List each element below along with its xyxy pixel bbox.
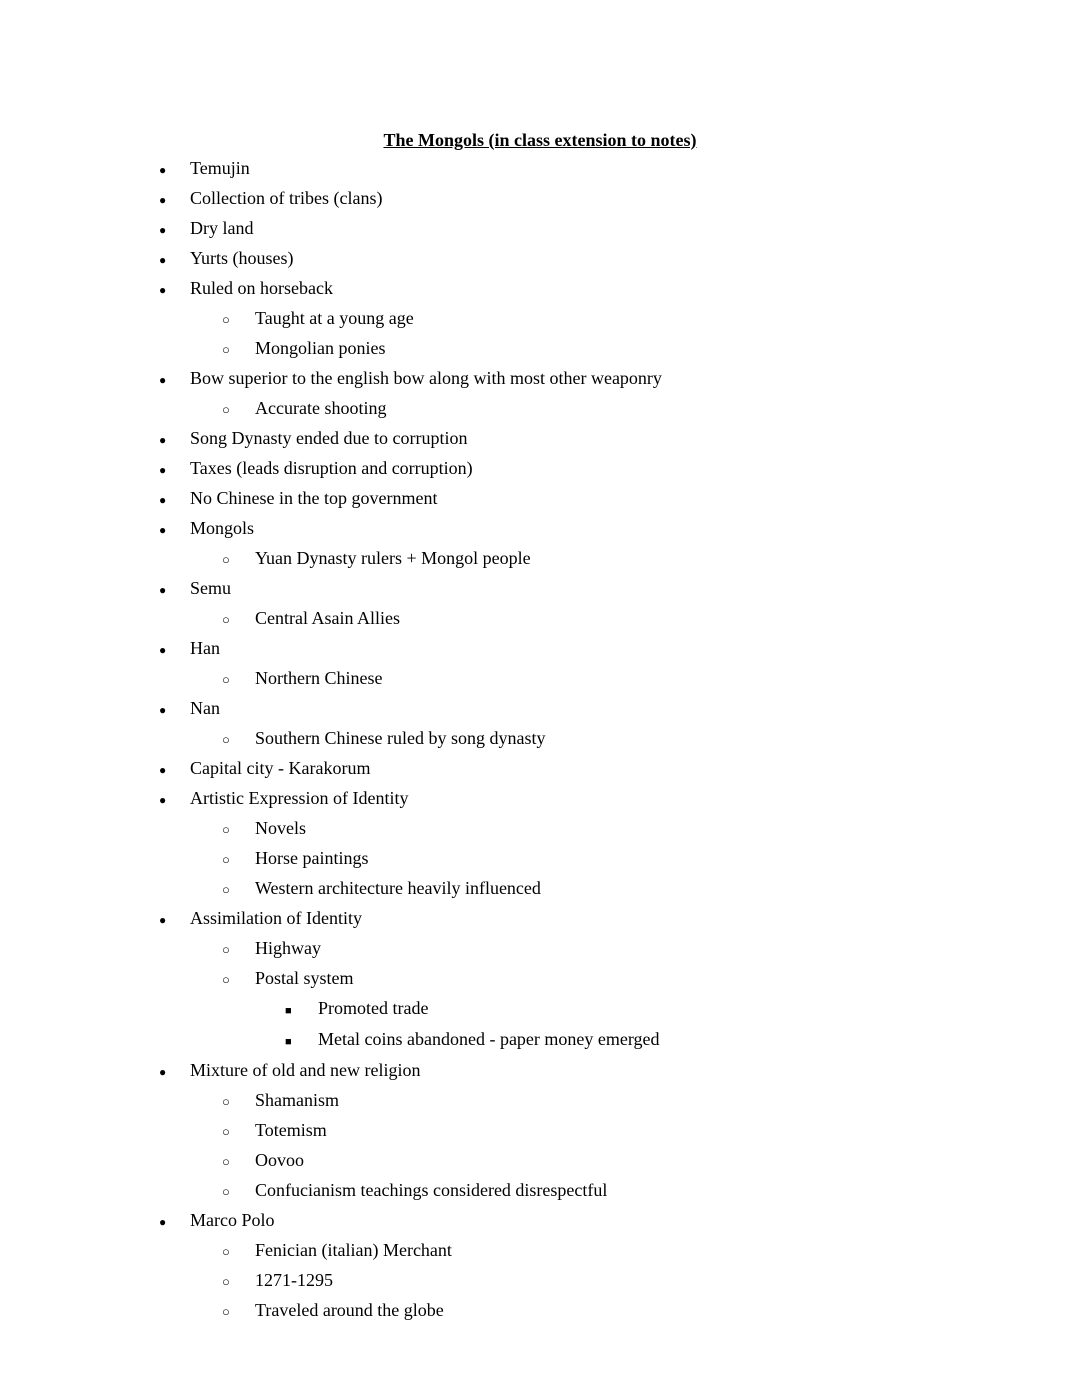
list-item-text: 1271-1295 — [255, 1270, 333, 1290]
list-item-text: Southern Chinese ruled by song dynasty — [255, 728, 546, 748]
list-item-text: Nan — [190, 698, 220, 718]
list-item-text: No Chinese in the top government — [190, 488, 438, 508]
list-item-text: Shamanism — [255, 1090, 339, 1110]
list-item — [0, 1086, 1080, 1116]
filled-circle-bullet-icon: ● — [159, 523, 167, 537]
list-item-text: Central Asain Allies — [255, 608, 400, 628]
hollow-circle-bullet-icon: ○ — [222, 1274, 230, 1289]
hollow-circle-bullet-icon: ○ — [222, 732, 230, 747]
list-item-text: Bow superior to the english bow along with most other weaponry — [190, 368, 662, 388]
list-item-text: Novels — [255, 818, 306, 838]
filled-circle-bullet-icon: ● — [159, 643, 167, 657]
hollow-circle-bullet-icon: ○ — [222, 1094, 230, 1109]
filled-circle-bullet-icon: ● — [159, 793, 167, 807]
list-item-text: Yuan Dynasty rulers + Mongol people — [255, 548, 531, 568]
list-item — [0, 334, 1080, 364]
hollow-circle-bullet-icon: ○ — [222, 342, 230, 357]
list-item — [0, 604, 1080, 634]
list-item-text: Yurts (houses) — [190, 248, 294, 268]
filled-circle-bullet-icon: ● — [159, 463, 167, 477]
hollow-circle-bullet-icon: ○ — [222, 1184, 230, 1199]
hollow-circle-bullet-icon: ○ — [222, 312, 230, 327]
list-item-text: Assimilation of Identity — [190, 908, 362, 928]
list-item — [0, 424, 1080, 454]
filled-circle-bullet-icon: ● — [159, 583, 167, 597]
list-item-text: Taught at a young age — [255, 308, 414, 328]
list-item-text: Promoted trade — [318, 998, 429, 1018]
list-item — [0, 214, 1080, 244]
list-item — [0, 694, 1080, 724]
hollow-circle-bullet-icon: ○ — [222, 1304, 230, 1319]
filled-circle-bullet-icon: ● — [159, 283, 167, 297]
filled-circle-bullet-icon: ● — [159, 193, 167, 207]
list-item — [0, 184, 1080, 214]
list-item-text: Western architecture heavily influenced — [255, 878, 541, 898]
list-item — [0, 874, 1080, 904]
list-item — [0, 964, 1080, 994]
list-item-text: Postal system — [255, 968, 354, 988]
filled-square-bullet-icon: ■ — [285, 1005, 292, 1017]
hollow-circle-bullet-icon: ○ — [222, 1244, 230, 1259]
list-item-text: Capital city - Karakorum — [190, 758, 371, 778]
list-item — [0, 544, 1080, 574]
filled-circle-bullet-icon: ● — [159, 1065, 167, 1079]
list-item-text: Northern Chinese — [255, 668, 383, 688]
list-item — [0, 484, 1080, 514]
list-item — [0, 454, 1080, 484]
list-item — [0, 1116, 1080, 1146]
list-item — [0, 634, 1080, 664]
list-item — [0, 904, 1080, 934]
list-item — [0, 784, 1080, 814]
filled-circle-bullet-icon: ● — [159, 763, 167, 777]
filled-circle-bullet-icon: ● — [159, 163, 167, 177]
list-item — [0, 364, 1080, 394]
filled-circle-bullet-icon: ● — [159, 493, 167, 507]
list-item — [0, 814, 1080, 844]
filled-circle-bullet-icon: ● — [159, 913, 167, 927]
notes-list — [0, 154, 1080, 1326]
hollow-circle-bullet-icon: ○ — [222, 672, 230, 687]
list-item — [0, 304, 1080, 334]
list-item-text: Han — [190, 638, 220, 658]
hollow-circle-bullet-icon: ○ — [222, 882, 230, 897]
filled-circle-bullet-icon: ● — [159, 433, 167, 447]
filled-circle-bullet-icon: ● — [159, 373, 167, 387]
hollow-circle-bullet-icon: ○ — [222, 612, 230, 627]
hollow-circle-bullet-icon: ○ — [222, 852, 230, 867]
list-item-text: Temujin — [190, 158, 250, 178]
list-item — [0, 1025, 1080, 1056]
list-item-text: Highway — [255, 938, 321, 958]
list-item-text: Mongolian ponies — [255, 338, 386, 358]
filled-circle-bullet-icon: ● — [159, 223, 167, 237]
list-item-text: Traveled around the globe — [255, 1300, 444, 1320]
list-item — [0, 1176, 1080, 1206]
list-item-text: Fenician (italian) Merchant — [255, 1240, 452, 1260]
hollow-circle-bullet-icon: ○ — [222, 972, 230, 987]
list-item-text: Oovoo — [255, 1150, 304, 1170]
list-item — [0, 844, 1080, 874]
list-item-text: Artistic Expression of Identity — [190, 788, 409, 808]
list-item — [0, 244, 1080, 274]
list-item-text: Mongols — [190, 518, 255, 538]
list-item-text: Collection of tribes (clans) — [190, 188, 383, 208]
hollow-circle-bullet-icon: ○ — [222, 552, 230, 567]
filled-circle-bullet-icon: ● — [159, 703, 167, 717]
list-item — [0, 154, 1080, 184]
hollow-circle-bullet-icon: ○ — [222, 1124, 230, 1139]
list-item — [0, 1056, 1080, 1086]
list-item — [0, 754, 1080, 784]
list-item-text: Metal coins abandoned - paper money emerged — [318, 1029, 660, 1049]
list-item-text: Semu — [190, 578, 232, 598]
filled-square-bullet-icon: ■ — [285, 1036, 292, 1048]
list-item — [0, 724, 1080, 754]
list-item — [0, 1266, 1080, 1296]
list-item — [0, 574, 1080, 604]
list-item-text: Taxes (leads disruption and corruption) — [190, 458, 473, 478]
list-item — [0, 514, 1080, 544]
list-item-text: Accurate shooting — [255, 398, 387, 418]
list-item-text: Dry land — [190, 218, 254, 238]
list-item-text: Horse paintings — [255, 848, 369, 868]
list-item — [0, 664, 1080, 694]
hollow-circle-bullet-icon: ○ — [222, 942, 230, 957]
page-title: The Mongols (in class extension to notes) — [383, 130, 697, 150]
list-item-text: Ruled on horseback — [190, 278, 333, 298]
list-item-text: Mixture of old and new religion — [190, 1060, 421, 1080]
list-item-text: Song Dynasty ended due to corruption — [190, 428, 468, 448]
list-item — [0, 394, 1080, 424]
list-item — [0, 1206, 1080, 1236]
hollow-circle-bullet-icon: ○ — [222, 402, 230, 417]
list-item-text: Totemism — [255, 1120, 327, 1140]
list-item — [0, 994, 1080, 1025]
list-item — [0, 1146, 1080, 1176]
filled-circle-bullet-icon: ● — [159, 253, 167, 267]
hollow-circle-bullet-icon: ○ — [222, 822, 230, 837]
list-item — [0, 274, 1080, 304]
list-item-text: Confucianism teachings considered disrespectful — [255, 1180, 608, 1200]
list-item — [0, 934, 1080, 964]
filled-circle-bullet-icon: ● — [159, 1215, 167, 1229]
hollow-circle-bullet-icon: ○ — [222, 1154, 230, 1169]
list-item — [0, 1236, 1080, 1266]
list-item — [0, 1296, 1080, 1326]
list-item-text: Marco Polo — [190, 1210, 275, 1230]
